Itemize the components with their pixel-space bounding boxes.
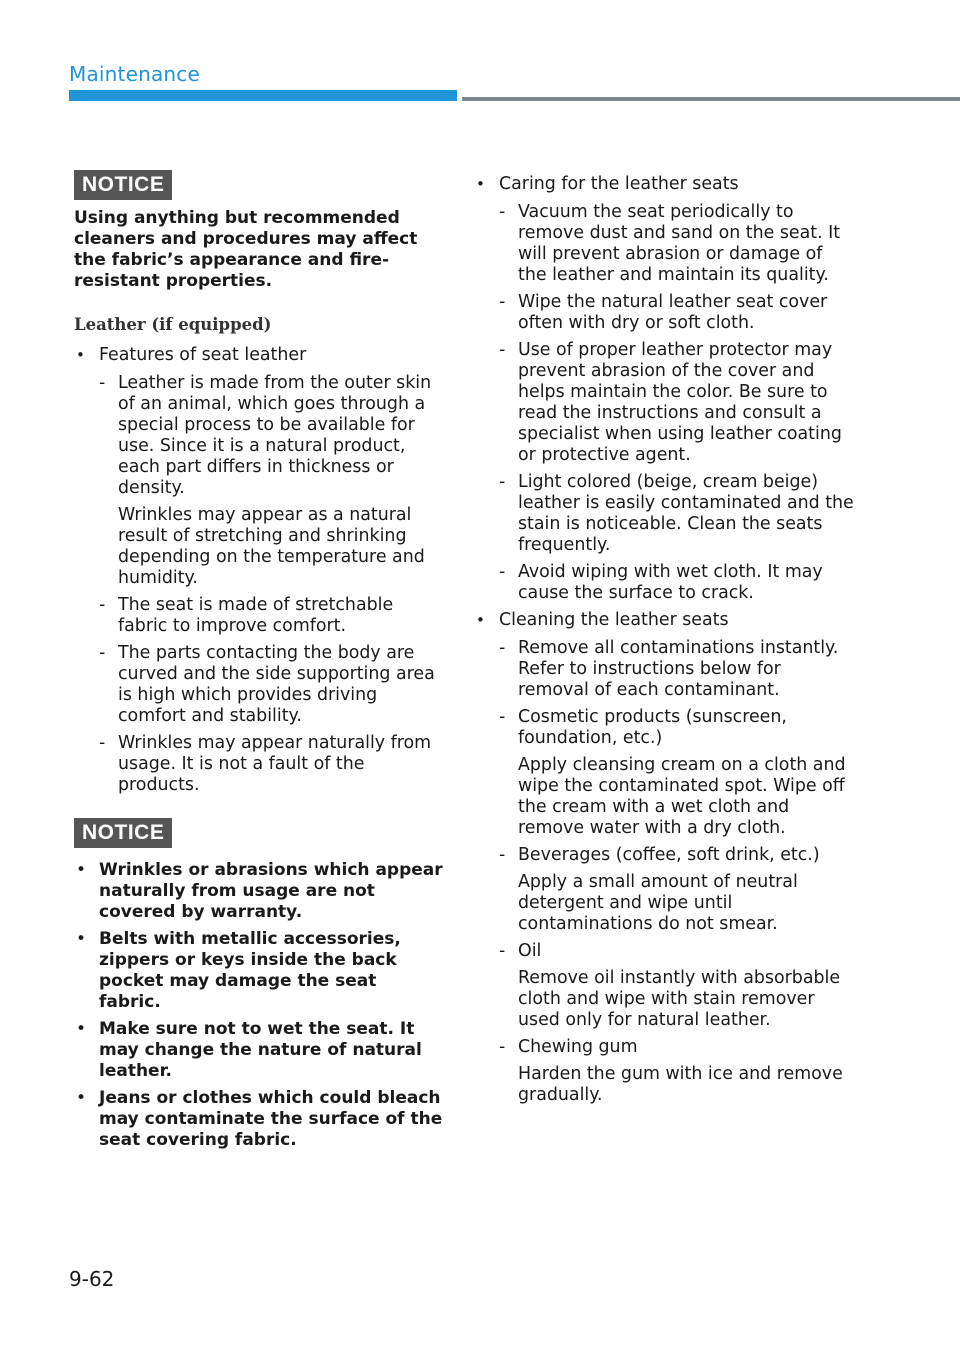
list-item [499,292,854,334]
list-item [499,845,854,935]
left-column [74,170,444,1157]
list-item [499,1037,854,1106]
list-item [99,733,444,796]
item-text: - The seat is made of stretchable fabric to improve comfort. [118,595,394,636]
list-item [99,643,444,727]
item-text: - Oil [518,941,542,961]
notice-badge: NOTICE [74,170,172,200]
notice-list [74,860,444,1151]
list-item [499,707,854,839]
list-item: • Jeans or clothes which could bleach may contaminate the surface of the seat covering fabric. [74,1088,444,1151]
item-extra: Apply a small amount of neutral detergent and wipe until contaminations do not smear. [518,872,798,934]
item-text: - Light colored (beige, cream beige) leather is easily contaminated and the stain is noticeable. Clean the seats frequently. [518,472,854,555]
features-sublist [99,373,444,796]
list-item [499,472,854,556]
item-extra: Remove oil instantly with absorbable cloth and wipe with stain remover used only for natural leather. [518,968,841,1030]
bullet-label: Cleaning the leather seats [499,610,729,630]
item-text: - Wipe the natural leather seat cover often with dry or soft cloth. [518,292,828,333]
list-item [499,638,854,701]
item-text: - Remove all contaminations instantly. Refer to instructions below for removal of each contaminant. [518,638,839,700]
section-title: Maintenance [69,62,200,86]
list-item [474,610,854,1106]
list-item: • Wrinkles or abrasions which appear naturally from usage are not covered by warranty. [74,860,444,923]
notice-box-1 [74,170,444,292]
item-extra: Wrinkles may appear as a natural result of stretching and shrinking depending on the temperature and humidity. [118,505,425,588]
page-number: 9-62 [69,1267,115,1291]
item-text: - Beverages (coffee, soft drink, etc.) [518,845,820,865]
list-item [74,345,444,796]
header-rule-gray [462,97,960,101]
item-text: - Vacuum the seat periodically to remove dust and sand on the seat. It will prevent abrasion or damage of the leather and maintain its quality. [518,202,841,285]
item-text: - Leather is made from the outer skin of an animal, which goes through a special process to be available for use. Since it is a natural product, each part differs in thickness or density. [118,373,432,498]
list-item [499,562,854,604]
item-text: - The parts contacting the body are curved and the side supporting area is high which provides driving comfort and stability. [118,643,435,726]
header-rule-accent [69,90,457,101]
list-item [499,202,854,286]
item-text: - Chewing gum [518,1037,638,1057]
list-item [99,595,444,637]
item-extra: Apply cleansing cream on a cloth and wipe the contaminated spot. Wipe off the cream with a wet cloth and remove water with a dry cloth. [518,755,846,838]
list-item [499,340,854,466]
caring-sublist [499,202,854,604]
care-list [474,174,854,1106]
item-extra: Harden the gum with ice and remove gradually. [518,1064,843,1105]
notice-text: Using anything but recommended cleaners and procedures may affect the fabric’s appearance and fire-resistant properties. [74,208,418,291]
item-text: - Use of proper leather protector may prevent abrasion of the cover and helps maintain the color. Be sure to read the instructions and consult a specialist when using leather coating or protective agent. [518,340,842,465]
cleaning-sublist [499,638,854,1106]
item-text: - Avoid wiping with wet cloth. It may cause the surface to crack. [518,562,823,603]
section-heading: Leather (if equipped) [74,315,272,334]
list-item: • Belts with metallic accessories, zippers or keys inside the back pocket may damage the seat fabric. [74,929,444,1013]
item-text: - Wrinkles may appear naturally from usage. It is not a fault of the products. [118,733,432,795]
bullet-label: Features of seat leather [99,345,307,365]
right-column [474,174,854,1112]
list-item [499,941,854,1031]
item-text: - Cosmetic products (sunscreen, foundation, etc.) [518,707,787,748]
list-item: • Make sure not to wet the seat. It may change the nature of natural leather. [74,1019,444,1082]
notice-box-2 [74,818,444,1151]
notice-badge: NOTICE [74,818,172,848]
bullet-label: Caring for the leather seats [499,174,739,194]
list-item [474,174,854,604]
features-list [74,345,444,796]
list-item [99,373,444,589]
